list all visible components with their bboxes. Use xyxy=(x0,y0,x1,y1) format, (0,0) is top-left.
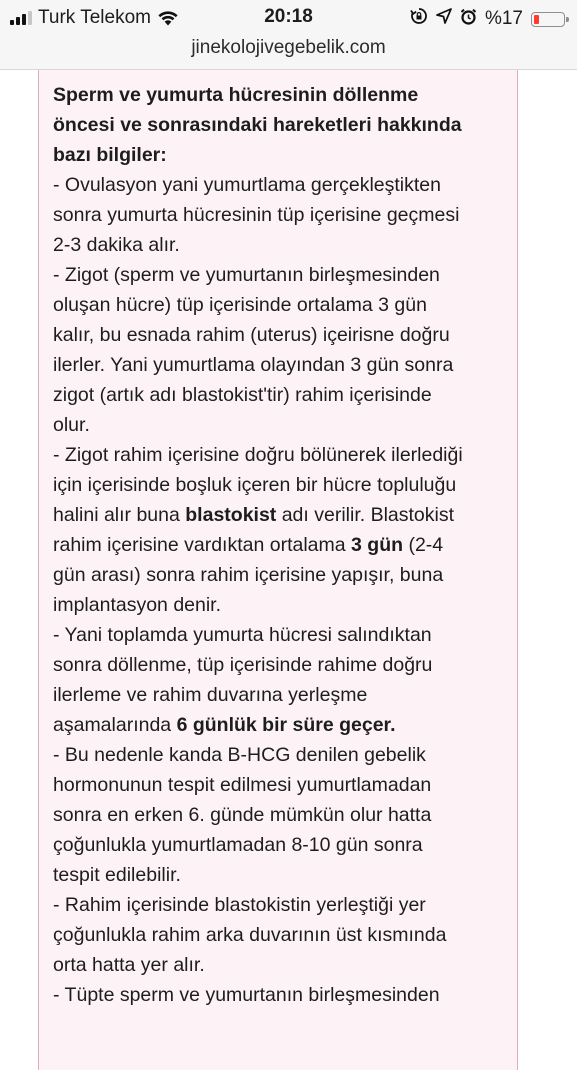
signal-icon xyxy=(10,11,32,25)
bold-term-blastokist: blastokist xyxy=(185,504,277,526)
info-heading-line: Sperm ve yumurta hücresinin döllenme xyxy=(53,84,419,106)
text-line: - Zigot (sperm ve yumurtanın birleşmesinden xyxy=(53,264,440,286)
text-line: - Zigot rahim içerisine doğru bölünerek ilerlediği xyxy=(53,444,463,466)
text-line: zigot (artık adı blastokist'tir) rahim içerisinde xyxy=(53,384,432,406)
battery-percent: %17 xyxy=(484,8,523,29)
status-bar xyxy=(0,0,577,36)
status-left xyxy=(10,7,179,29)
text-line: hormonunun tespit edilmesi yumurtlamadan xyxy=(53,774,432,796)
text-line: olur. xyxy=(53,414,90,436)
text-line: çoğunlukla rahim arka duvarının üst kısmında xyxy=(53,924,447,946)
address-bar[interactable] xyxy=(0,36,577,70)
text-run: adı verilir. Blastokist xyxy=(276,504,455,526)
web-page xyxy=(0,70,577,1024)
battery-fill xyxy=(534,15,539,24)
wifi-icon xyxy=(157,10,179,26)
text-line: - Yani toplamda yumurta hücresi salındıktan xyxy=(53,624,432,646)
text-line: 2-3 dakika alır. xyxy=(53,234,180,256)
text-line: - Ovulasyon yani yumurtlama gerçekleştikten xyxy=(53,174,441,196)
status-right xyxy=(410,7,565,31)
text-line: ilerleme ve rahim duvarına yerleşme xyxy=(53,684,368,706)
text-run: halini alır buna xyxy=(53,504,186,526)
info-heading-line: bazı bilgiler: xyxy=(53,144,167,166)
text-line: sonra en erken 6. günde mümkün olur hatta xyxy=(53,804,432,826)
text-run: rahim içerisine vardıktan ortalama xyxy=(53,534,352,556)
bold-term-3-gun: 3 gün xyxy=(351,534,404,556)
text-line xyxy=(53,530,517,560)
carrier-name: Turk Telekom xyxy=(38,7,151,28)
text-line: - Tüpte sperm ve yumurtanın birleşmesinden xyxy=(53,984,440,1006)
info-heading-line: öncesi ve sonrasındaki hareketleri hakkında xyxy=(53,114,462,136)
text-line xyxy=(53,500,517,530)
text-line xyxy=(53,710,517,740)
text-line: sonra döllenme, tüp içerisinde rahime doğru xyxy=(53,654,433,676)
text-line: - Bu nedenle kanda B-HCG denilen gebelik xyxy=(53,744,426,766)
text-run: aşamalarında xyxy=(53,714,177,736)
text-line: kalır, bu esnada rahim (uterus) içeirisne doğru xyxy=(53,324,450,346)
text-line: orta hatta yer alır. xyxy=(53,954,205,976)
text-line: gün arası) sonra rahim içerisine yapışır, buna xyxy=(53,564,444,586)
alarm-clock-icon xyxy=(460,8,477,31)
location-arrow-icon xyxy=(436,8,452,30)
text-run: (2-4 xyxy=(403,534,444,556)
text-line: tespit edilebilir. xyxy=(53,864,181,886)
url-text[interactable]: jinekolojivegebelik.com xyxy=(191,37,386,58)
clock: 20:18 xyxy=(264,6,313,27)
battery-icon xyxy=(531,12,565,27)
text-line: implantasyon denir. xyxy=(53,594,222,616)
text-line: ilerler. Yani yumurtlama olayından 3 gün sonra xyxy=(53,354,454,376)
info-box xyxy=(38,70,518,1070)
bold-term-6-gunluk: 6 günlük bir süre geçer. xyxy=(176,714,396,736)
rotation-lock-icon xyxy=(410,7,428,31)
text-line: için içerisinde boşluk içeren bir hücre topluluğu xyxy=(53,474,457,496)
text-line: sonra yumurta hücresinin tüp içerisine geçmesi xyxy=(53,204,460,226)
text-line: - Rahim içerisinde blastokistin yerleştiği yer xyxy=(53,894,426,916)
text-line: oluşan hücre) tüp içerisinde ortalama 3 gün xyxy=(53,294,427,316)
text-line: çoğunlukla yumurtlamadan 8-10 gün sonra xyxy=(53,834,423,856)
